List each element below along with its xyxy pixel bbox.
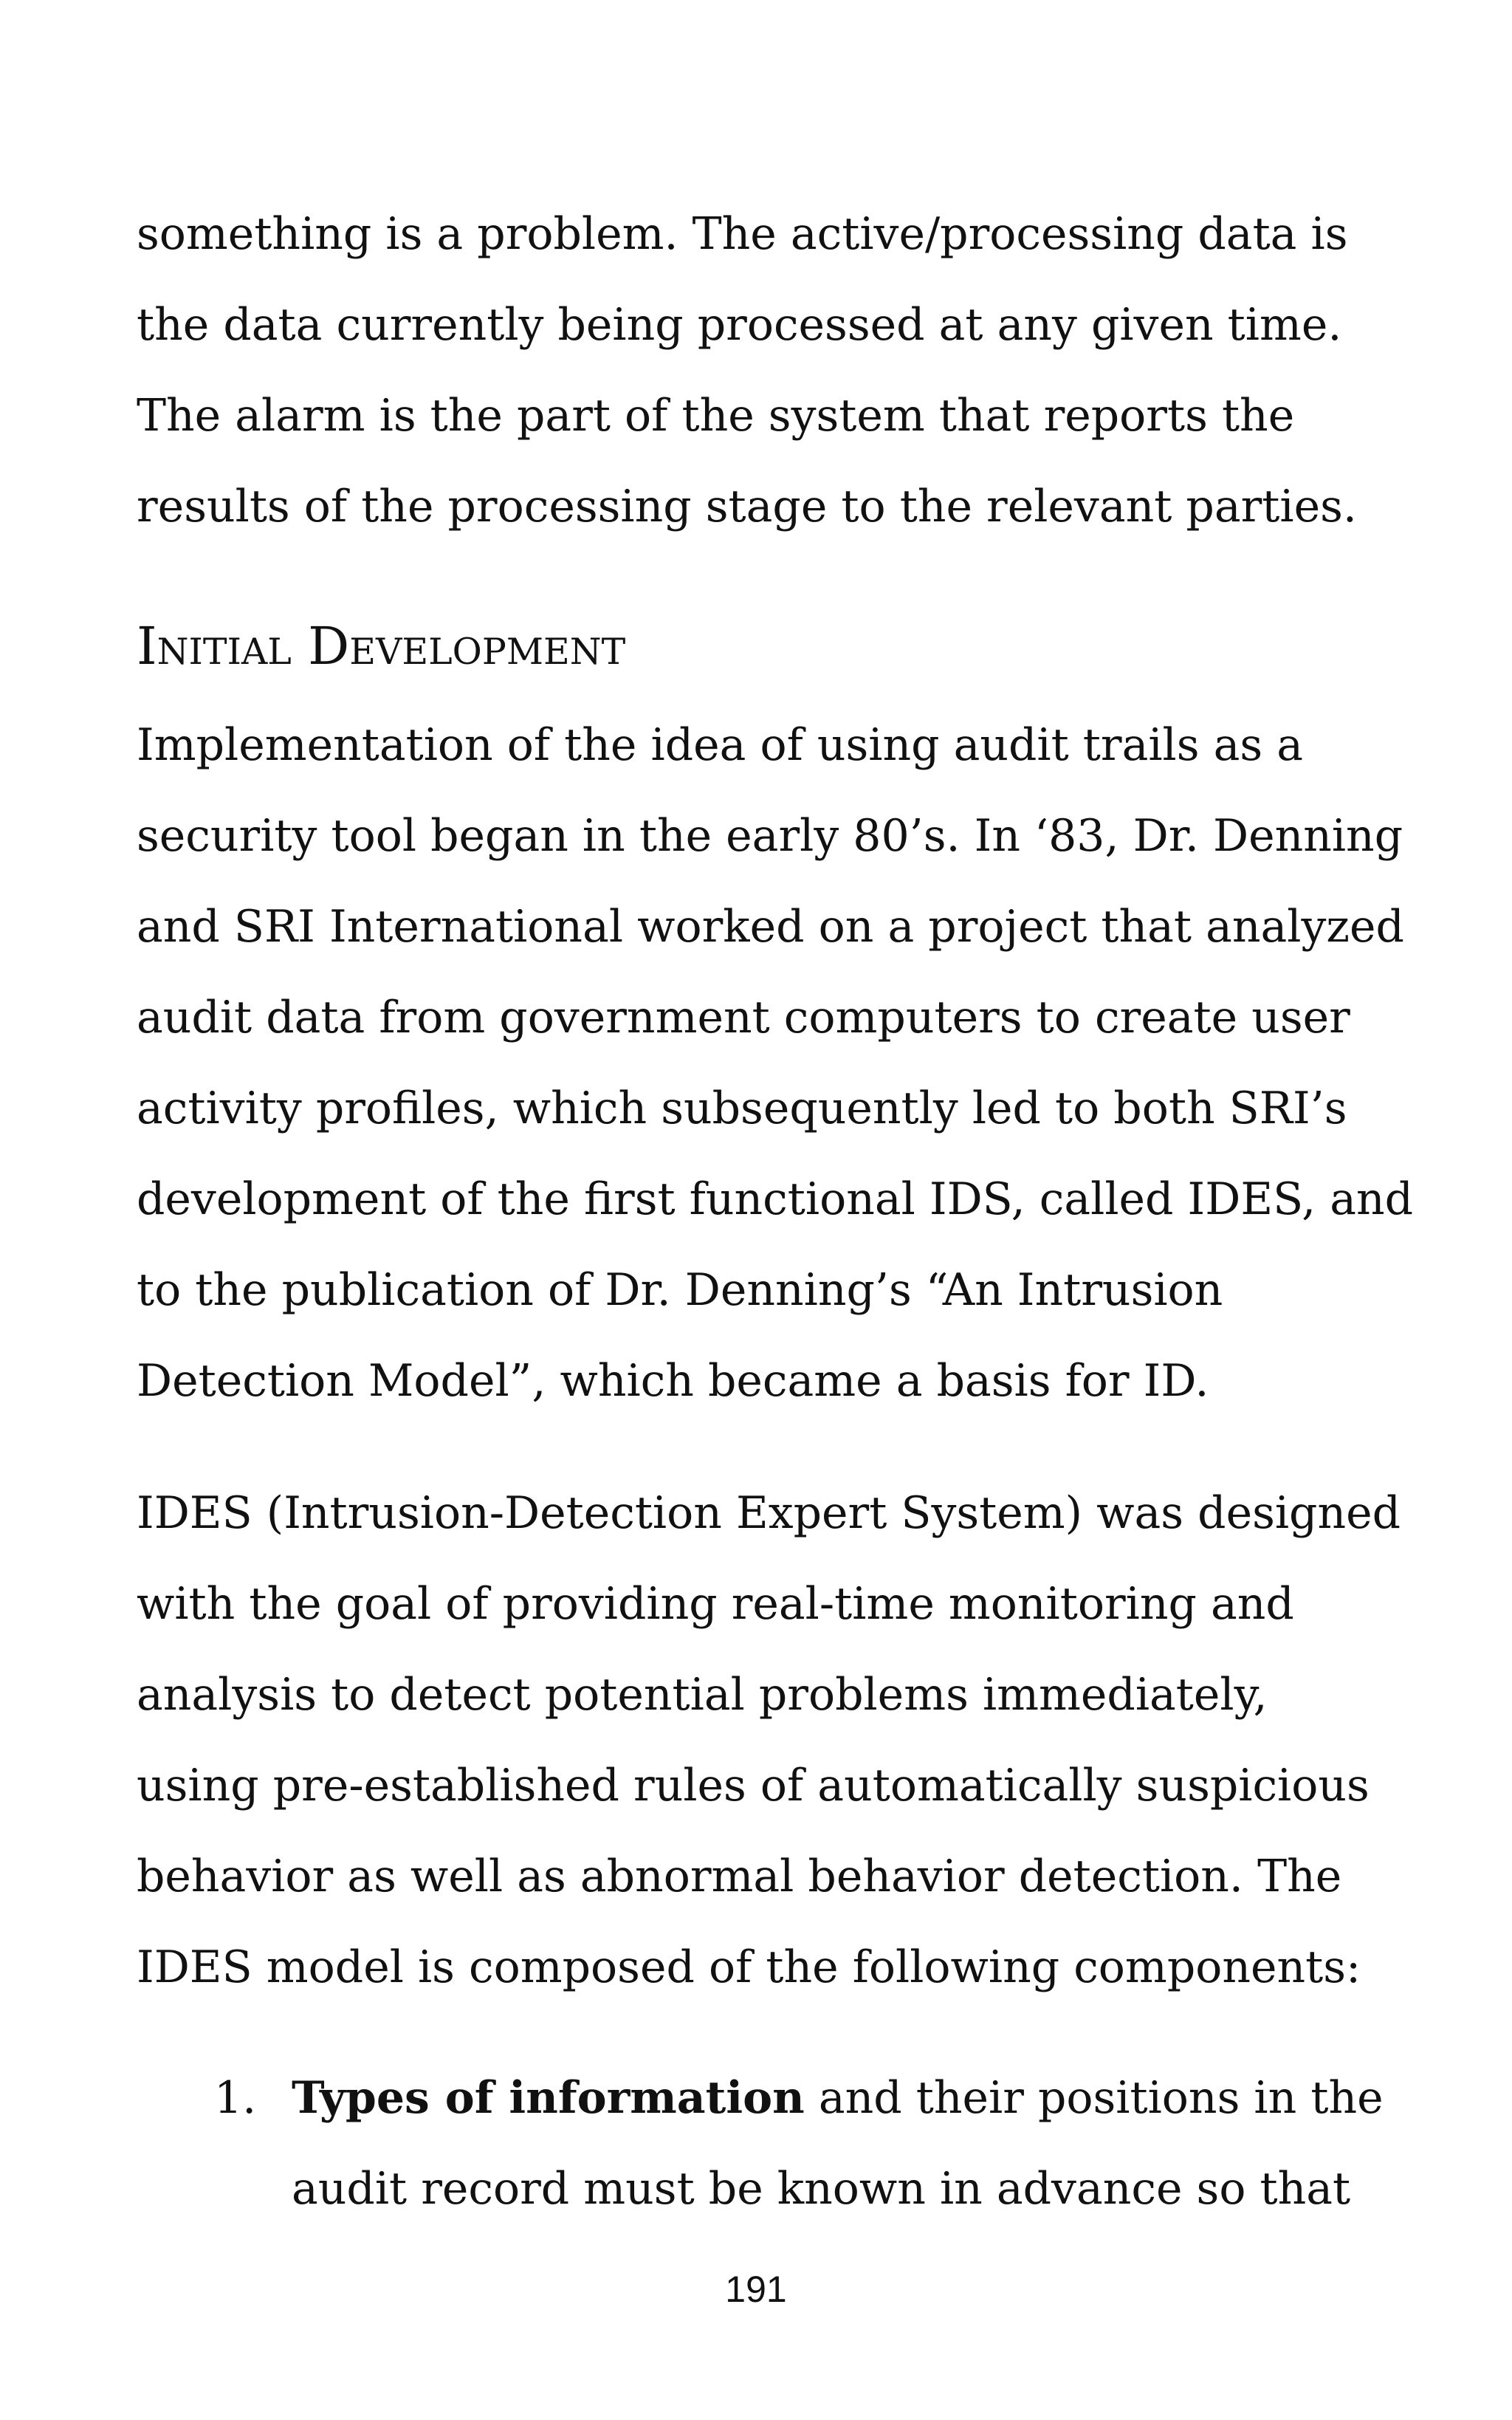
paragraph-line: with the goal of providing real-time monitoring and	[137, 1578, 1294, 1630]
page-number: 191	[725, 2269, 787, 2310]
paragraph-line: The alarm is the part of the system that reports the	[137, 390, 1295, 442]
paragraph-line: security tool began in the early 80’s. In ‘83, Dr. Denning	[137, 810, 1403, 862]
paragraph-line: to the publication of Dr. Denning’s “An Intrusion	[137, 1264, 1223, 1316]
list-item-body	[292, 2053, 1384, 2235]
list-item-bold-lead: Types of information	[292, 2072, 805, 2124]
section-heading: Initial Development	[137, 616, 626, 676]
list-number: 1.	[214, 2072, 257, 2124]
paragraph-line: Implementation of the idea of using audit trails as a	[137, 719, 1304, 771]
list-item-line	[292, 2053, 1384, 2144]
paragraph-line: using pre-established rules of automatically suspicious	[137, 1760, 1370, 1811]
paragraph-line: development of the first functional IDS, called IDES, and	[137, 1173, 1414, 1225]
paragraph-line: IDES (Intrusion-Detection Expert System) was designed	[137, 1487, 1401, 1539]
paragraph-line: something is a problem. The active/processing data is	[137, 208, 1348, 260]
list-item-line: audit record must be known in advance so that	[292, 2163, 1351, 2215]
paragraph-line: the data currently being processed at any given time.	[137, 299, 1342, 351]
paragraph-1	[137, 189, 1406, 552]
paragraph-line: IDES model is composed of the following components:	[137, 1941, 1361, 1993]
list-item-text: and their positions in the	[804, 2072, 1384, 2124]
paragraph-line: analysis to detect potential problems immediately,	[137, 1669, 1268, 1721]
paragraph-line: results of the processing stage to the relevant parties.	[137, 481, 1357, 532]
paragraph-line: activity profiles, which subsequently led to both SRI’s	[137, 1083, 1347, 1134]
paragraph-2	[137, 700, 1414, 1427]
paragraph-3	[137, 1468, 1406, 2013]
paragraph-line: behavior as well as abnormal behavior detection. The	[137, 1851, 1342, 1902]
paragraph-line: and SRI International worked on a project that analyzed	[137, 901, 1404, 953]
paragraph-line: audit data from government computers to create user	[137, 992, 1350, 1043]
paragraph-line: Detection Model”, which became a basis for ID.	[137, 1355, 1209, 1407]
